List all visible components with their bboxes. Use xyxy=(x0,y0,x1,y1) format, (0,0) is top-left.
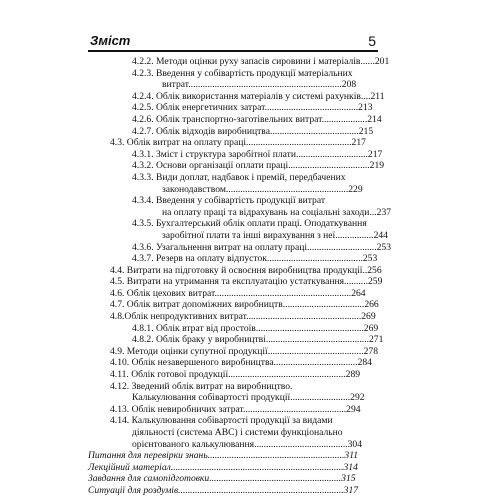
toc-entry xyxy=(88,126,378,138)
toc-entry-text: Ситуації для роздумів xyxy=(88,484,179,496)
toc-entry-text: 4.3.5. Бухгалтерський облік оплати праці. Оподаткування xyxy=(132,218,367,230)
toc-entry-text: 4.6. Облік цехових витрат xyxy=(110,287,215,299)
toc-entry-leader: ................................................................ xyxy=(188,79,342,91)
toc-entry xyxy=(88,323,378,335)
toc-entry-page: 215 xyxy=(358,125,374,137)
toc-entry-text: на оплату праці та відрахувань на соціальні заходи xyxy=(162,206,370,218)
toc-entry-text: 4.13. Облік невиробничих затрат xyxy=(110,403,244,415)
toc-entry-page: 264 xyxy=(351,287,366,299)
toc-entry-leader: ..................................................................... xyxy=(178,484,344,496)
toc-entry-text: 4.3.1. Зміст і структура заробітної плати xyxy=(132,148,296,160)
toc-entry-text: 4.4. Витрати на підготовку й освоєння виробництва продукції xyxy=(110,264,363,276)
toc-entry xyxy=(88,253,378,265)
toc-entry-page: 213 xyxy=(358,102,373,114)
toc-entry-leader: ....................................... xyxy=(254,438,348,450)
toc-entry-leader: ......................................................... xyxy=(214,287,352,299)
toc-entry xyxy=(88,90,385,103)
toc-entry-leader: ................... xyxy=(321,113,368,125)
toc-entry-text: 4.11. Облік готової продукції xyxy=(110,369,229,381)
toc-entry-leader: ................................................. xyxy=(228,369,346,381)
toc-entry-page: 237 xyxy=(376,206,392,218)
toc-entry-page: 317 xyxy=(343,484,359,496)
toc-entry-text: 4.7. Облік витрат допоміжних виробництв xyxy=(110,299,283,311)
toc-entry xyxy=(88,288,378,300)
toc-entry xyxy=(88,404,378,416)
toc-entry-text: 4.14. Калькулювання собівартості продукції за видами xyxy=(110,415,333,427)
toc-entry xyxy=(88,276,383,288)
toc-entry-text: 4.3.3. Види доплат, надбавок і премій, передбачених xyxy=(132,171,346,183)
toc-entry-leader: ... xyxy=(369,206,377,218)
toc-entry xyxy=(88,113,382,126)
toc-entry xyxy=(88,369,378,381)
toc-entry-text: 4.3.6. Узагальнення витрат на оплату праці xyxy=(132,241,308,253)
toc-entry-text: 4.3.2. Основи організації оплати праці xyxy=(132,160,289,172)
toc-entry-leader: .................................. xyxy=(288,160,370,172)
toc-entry-page: 289 xyxy=(345,369,361,381)
toc-entry xyxy=(88,485,378,497)
toc-entry-text: 4.2.2. Методи оцінки руху запасів сировини і матеріалів xyxy=(132,56,361,67)
toc-entry-leader: ......................................................... xyxy=(207,450,345,462)
toc-entry xyxy=(88,56,390,68)
toc-entry xyxy=(88,381,378,393)
toc-entry xyxy=(88,334,384,346)
toc-entry-leader: ................................................ xyxy=(246,311,362,323)
toc-entry-leader: .................................. xyxy=(282,299,365,311)
toc-entry-leader: ............................................ xyxy=(246,137,352,149)
toc-entry-leader: ................................................... xyxy=(225,183,349,195)
toc-entry-leader: ................ xyxy=(335,229,374,241)
toc-entry-page: 315 xyxy=(341,473,356,485)
toc-entry-page: 217 xyxy=(351,137,366,149)
toc-entry-page: 219 xyxy=(369,160,385,172)
table-of-contents xyxy=(88,56,392,497)
toc-entry-page: 311 xyxy=(344,450,359,462)
toc-entry xyxy=(88,415,378,427)
toc-entry-leader: ...... xyxy=(360,56,375,67)
toc-entry-text: 4.3.4. Введення у собівартість продукції витрат xyxy=(132,195,326,207)
toc-entry xyxy=(88,299,378,311)
toc-entry-leader: ........................................ xyxy=(266,253,363,265)
toc-entry xyxy=(88,462,378,474)
toc-entry-leader: ....................................................... xyxy=(209,473,342,485)
toc-entry-page: 269 xyxy=(361,311,376,323)
toc-entry-text: 4.2.6. Облік транспортно-заготівельних витрат xyxy=(132,113,322,125)
toc-entry-page: 294 xyxy=(346,403,361,415)
toc-entry-page: 284 xyxy=(357,357,372,369)
toc-entry xyxy=(88,427,378,439)
toc-entry-page: 271 xyxy=(369,334,384,346)
toc-entry xyxy=(88,264,382,277)
toc-entry xyxy=(88,357,378,369)
toc-entry-text: 4.2.4. Облік використання матеріалів у системі рахунків xyxy=(132,90,361,102)
toc-entry-text: 4.2.3. Введення у собівартість продукції матеріальних xyxy=(132,67,353,79)
toc-entry-text: 4.2.5. Облік енергетичних затрат xyxy=(132,102,265,114)
toc-entry xyxy=(88,137,378,149)
toc-entry-leader: ............................................. xyxy=(255,322,364,334)
toc-entry-leader: ................................... xyxy=(273,357,358,369)
toc-entry-text: Питання для перевірки знань xyxy=(88,450,208,462)
toc-entry xyxy=(88,218,378,230)
toc-entry xyxy=(88,229,388,242)
toc-entry xyxy=(88,346,378,358)
toc-entry xyxy=(88,206,392,219)
toc-entry-text: 4.12. Зведений облік витрат на виробництво. xyxy=(110,380,293,392)
toc-entry-page: 304 xyxy=(347,438,363,450)
toc-entry-text: 4.9. Методи оцінки супутної продукції xyxy=(110,345,268,357)
toc-entry-text: законодавством xyxy=(162,183,226,195)
toc-entry-page: 201 xyxy=(374,56,390,67)
toc-entry-text: 4.3. Облік витрат на оплату праці xyxy=(110,137,247,149)
toc-entry-text: 4.3.7. Резерв на оплату відпусток xyxy=(132,253,267,265)
toc-entry-page: 253 xyxy=(376,241,391,253)
header-title: Зміст xyxy=(90,33,131,48)
toc-entry-text: 4.10. Облік незавершеного виробництва xyxy=(110,357,274,369)
toc-entry xyxy=(88,79,378,91)
toc-entry xyxy=(88,172,378,184)
toc-entry xyxy=(88,184,378,196)
toc-entry xyxy=(88,102,378,114)
toc-entry-text: 4.8.2. Облік браку у виробництві xyxy=(132,334,266,346)
toc-entry-leader: ......................... xyxy=(290,392,351,404)
toc-entry-page: 266 xyxy=(364,299,379,311)
toc-entry xyxy=(88,160,385,172)
toc-entry xyxy=(88,450,378,462)
toc-entry-page: 217 xyxy=(367,148,383,160)
toc-entry-leader: .......... xyxy=(344,276,368,288)
toc-entry xyxy=(88,473,378,485)
toc-entry-page: 214 xyxy=(367,113,382,125)
toc-entry-text: 4.8.1. Облік втрат від простоїв xyxy=(132,322,256,334)
toc-entry-leader: ........................................................................ xyxy=(170,461,344,473)
toc-entry-text: Калькулювання собівартості продукції xyxy=(132,392,291,404)
page-header xyxy=(88,30,378,52)
toc-entry-page: 256 xyxy=(367,264,382,276)
toc-entry-leader: ............................. xyxy=(307,241,377,253)
toc-entry-page: 229 xyxy=(348,183,363,195)
toc-entry xyxy=(88,392,378,404)
toc-entry-leader: ........................................... xyxy=(243,403,347,415)
toc-entry-leader: ........................................... xyxy=(265,334,369,346)
toc-entry-text: заробітної плати та інші вирахування з неї xyxy=(162,229,336,241)
toc-entry-text: орієнтованого калькулювання xyxy=(132,438,255,450)
toc-entry-page: 292 xyxy=(350,392,365,404)
toc-entry-text: 4.5. Витрати на утримання та експлуатацію устаткування xyxy=(110,276,345,288)
toc-entry xyxy=(88,68,378,80)
toc-entry xyxy=(88,439,378,451)
toc-entry-page: 314 xyxy=(343,461,358,473)
toc-entry-page: 208 xyxy=(341,79,357,91)
toc-entry xyxy=(88,311,378,323)
toc-entry-leader: ....................................... xyxy=(264,102,359,114)
toc-entry-text: Лекційний матеріал xyxy=(88,461,171,473)
toc-entry-page: 253 xyxy=(362,253,378,265)
toc-entry-leader: ..................................... xyxy=(269,125,359,137)
toc-entry-leader: .... xyxy=(360,90,371,102)
toc-entry-leader: ........................................ xyxy=(267,345,364,357)
toc-entry-text: 4.8.Облік непродуктивних витрат xyxy=(110,311,247,323)
toc-entry-leader: .. xyxy=(362,264,368,276)
toc-entry-text: діяльності (система ABC) і системи функціонально xyxy=(132,427,343,438)
toc-entry-page: 259 xyxy=(368,276,383,288)
toc-entry-text: витрат xyxy=(162,79,189,91)
toc-entry xyxy=(88,195,378,207)
toc-entry-leader: .............................. xyxy=(295,148,368,160)
toc-entry xyxy=(88,148,383,161)
header-page-number: 5 xyxy=(368,33,376,49)
toc-entry xyxy=(88,241,391,254)
toc-entry-page: 244 xyxy=(373,229,388,241)
toc-entry-text: 4.2.7. Облік відходів виробництва xyxy=(132,125,270,137)
toc-entry-page: 269 xyxy=(363,322,379,334)
toc-entry-page: 211 xyxy=(370,90,385,102)
toc-entry-text: Завдання для самопідготовки xyxy=(88,473,210,485)
toc-entry-page: 278 xyxy=(363,345,379,357)
